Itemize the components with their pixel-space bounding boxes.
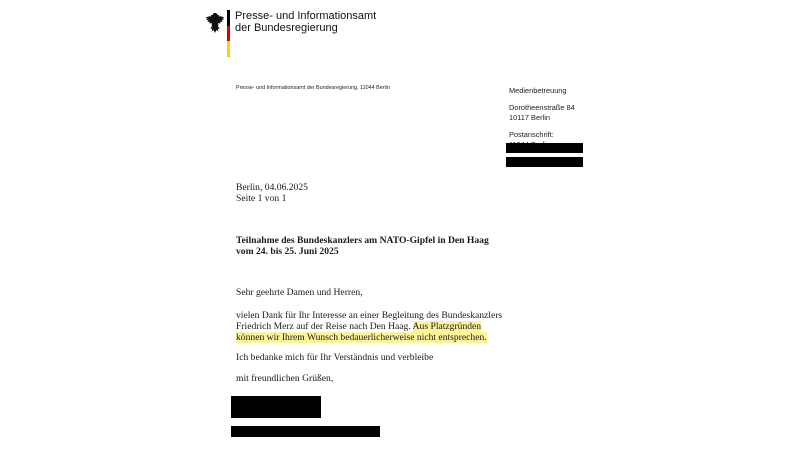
organization-name [235, 10, 376, 34]
page-number: Seite 1 von 1 [236, 193, 287, 204]
paragraph-text: Friedrich Merz auf der Reise nach Den Haag. [236, 321, 413, 332]
federal-eagle-icon [205, 11, 225, 35]
flag-bar [227, 10, 230, 57]
place-date: Berlin, 04.06.2025 [236, 182, 308, 193]
subject-line2: vom 24. bis 25. Juni 2025 [236, 246, 339, 257]
redacted-name [231, 426, 380, 437]
sender-return-address: Presse- und Informationsamt der Bundesregierung, 11044 Berlin [236, 85, 390, 91]
subject-line1: Teilnahme des Bundeskanzlers am NATO-Gipfel in Den Haag [236, 235, 489, 246]
contact-city: 10117 Berlin [509, 113, 550, 122]
flag-stripe-gold [227, 41, 230, 57]
paragraph-line: Ich bedanke mich für Ihr Verständnis und verbleibe [236, 352, 434, 363]
highlighted-text: können wir Ihrem Wunsch bedauerlicherweise nicht entsprechen. [236, 332, 487, 343]
paragraph-line [236, 321, 481, 332]
contact-department: Medienbetreuung [509, 86, 567, 95]
flag-stripe-black [227, 10, 230, 26]
redaction-bar [506, 157, 583, 167]
paragraph-line: vielen Dank für Ihr Interesse an einer Begleitung des Bundeskanzlers [236, 310, 503, 321]
flag-stripe-red [227, 26, 230, 42]
salutation: Sehr geehrte Damen und Herren, [236, 287, 363, 298]
contact-column [509, 86, 575, 150]
contact-street: Dorotheenstraße 84 [509, 103, 575, 112]
org-name-line2: der Bundesregierung [235, 22, 338, 34]
highlighted-text: Aus Platzgründen [412, 321, 482, 332]
closing: mit freundlichen Grüßen, [236, 373, 334, 384]
redaction-bar [506, 143, 583, 153]
contact-postal-label: Postanschrift: [509, 130, 554, 139]
redacted-signature [231, 396, 321, 418]
paragraph-line [236, 332, 487, 343]
org-name-line1: Presse- und Informationsamt [235, 10, 377, 22]
